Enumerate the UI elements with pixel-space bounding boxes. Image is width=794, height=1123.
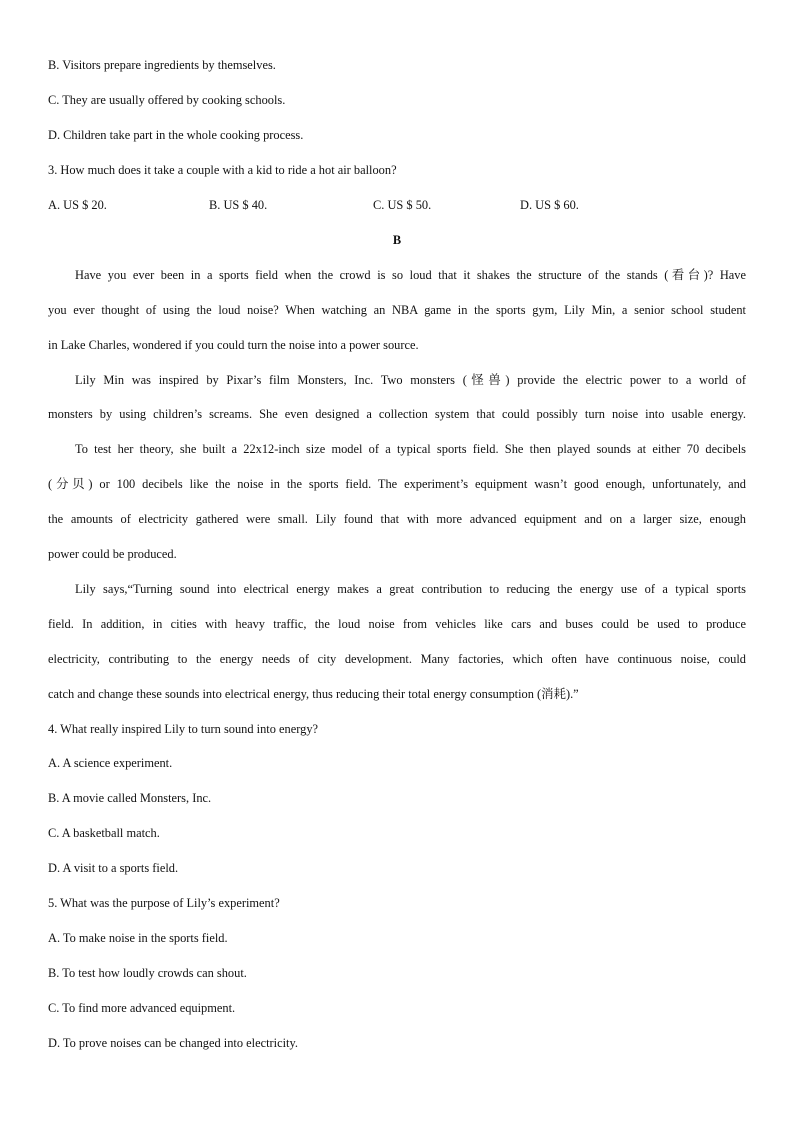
paragraph-line: monsters by using children’s screams. She even designed a collection system that could possibly turn noise into usable energy. — [48, 407, 746, 421]
paragraph-line: the amounts of electricity gathered were small. Lily found that with more advanced equipment and on a larger size, enough — [48, 512, 746, 526]
q3-options — [48, 195, 746, 215]
paragraph-line: you ever thought of using the loud noise? When watching an NBA game in the sports gym, Lily Min, a senior school student — [48, 303, 746, 317]
paragraph-line: catch and change these sounds into electrical energy, thus reducing their total energy consumption (消耗).” — [48, 687, 579, 701]
q3-option-a: A. US $ 20. — [48, 198, 107, 212]
paragraph-line: Lily Min was inspired by Pixar’s film Monsters, Inc. Two monsters (怪兽) provide the electric power to a world of — [75, 373, 746, 387]
q5-option-d: D. To prove noises can be changed into electricity. — [48, 1036, 298, 1050]
section-heading: B — [392, 233, 402, 247]
paragraph-line: To test her theory, she built a 22x12-inch size model of a typical sports field. She then played sounds at either 70 decibels — [75, 442, 746, 456]
q4-option-d: D. A visit to a sports field. — [48, 861, 179, 875]
q5-option-a: A. To make noise in the sports field. — [48, 931, 228, 945]
paragraph-line: (分贝) or 100 decibels like the noise in the sports field. The experiment’s equipment wasn’t good enough, unfortunately, and — [48, 477, 746, 491]
q3-option-d: D. US $ 60. — [520, 198, 579, 212]
q4-question: 4. What really inspired Lily to turn sound into energy? — [48, 722, 319, 736]
paragraph-line: power could be produced. — [48, 547, 177, 561]
q2-option-c: C. They are usually offered by cooking schools. — [48, 93, 286, 107]
q3-question: 3. How much does it take a couple with a kid to ride a hot air balloon? — [48, 163, 397, 177]
paragraph-line: in Lake Charles, wondered if you could turn the noise into a power source. — [48, 338, 419, 352]
paragraph-line: Have you ever been in a sports field when the crowd is so loud that it shakes the structure of the stands (看台)? Have — [75, 268, 746, 282]
q4-option-a: A. A science experiment. — [48, 756, 173, 770]
q5-option-b: B. To test how loudly crowds can shout. — [48, 966, 247, 980]
paragraph-line: field. In addition, in cities with heavy traffic, the loud noise from vehicles like cars and buses could be used to produce — [48, 617, 746, 631]
q4-option-c: C. A basketball match. — [48, 826, 160, 840]
q2-option-b: B. Visitors prepare ingredients by themselves. — [48, 58, 276, 72]
paragraph-line: electricity, contributing to the energy needs of city development. Many factories, which often have continuous noise, could — [48, 652, 746, 666]
q5-question: 5. What was the purpose of Lily’s experiment? — [48, 896, 280, 910]
paragraph-line: Lily says,“Turning sound into electrical energy makes a great contribution to reducing the energy use of a typical sports — [75, 582, 746, 596]
q4-option-b: B. A movie called Monsters, Inc. — [48, 791, 212, 805]
q5-option-c: C. To find more advanced equipment. — [48, 1001, 236, 1015]
q2-option-d: D. Children take part in the whole cooking process. — [48, 128, 304, 142]
q3-option-c: C. US $ 50. — [373, 198, 432, 212]
q3-option-b: B. US $ 40. — [209, 198, 268, 212]
